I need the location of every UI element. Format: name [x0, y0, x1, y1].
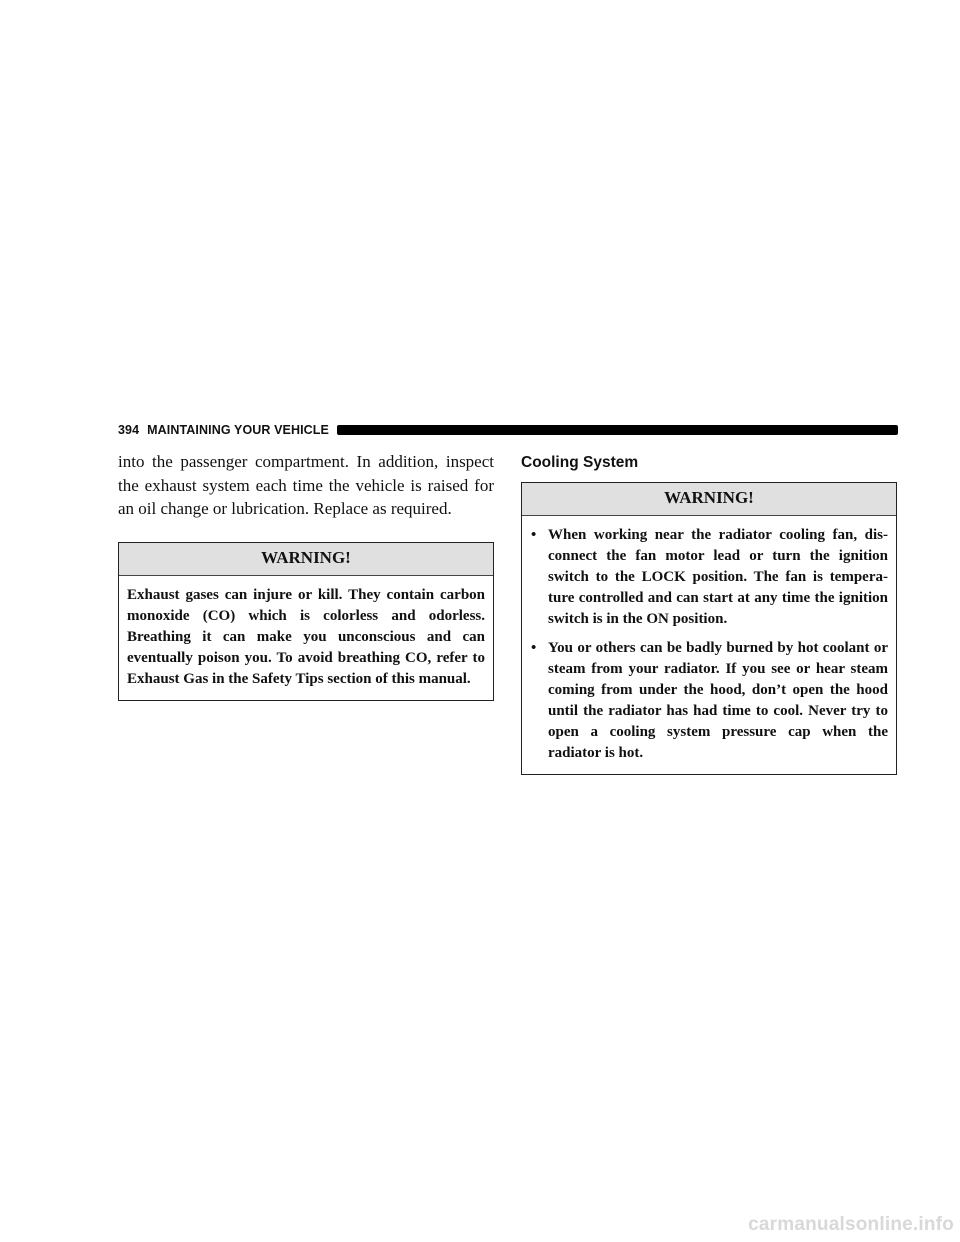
page-number: 394	[118, 423, 140, 437]
body-paragraph: into the passenger compartment. In addition, inspect the exhaust system each time the vehicle is raised for an oil change or lubrication. Replace as required.	[118, 452, 494, 518]
warning-list-item	[530, 525, 888, 630]
bullet-icon: •	[531, 527, 537, 543]
exhaust-warning-box	[118, 542, 494, 701]
warning-text: Exhaust gases can injure or kill. They contain carbon monoxide (CO) which is colorless and odorless. Breathing it can make you unconscious and can eventually poison you. To avoid breathing CO, refer to Exhaust Gas in the Safety Tips section of this manual.	[127, 586, 485, 687]
watermark: carmanualsonline.info	[748, 1214, 954, 1235]
warning-item-text: When working near the radiator cooling fan, dis-connect the fan motor lead or turn the ignition switch to the LOCK position. The fan is tempera-ture controlled and can start at any time the ignition switch is in the ON position.	[548, 527, 888, 627]
warning-list-item	[530, 638, 888, 764]
warning-title: WARNING!	[522, 483, 896, 516]
section-title: MAINTAINING YOUR VEHICLE	[147, 423, 329, 437]
warning-item-text: You or others can be badly burned by hot coolant or steam from your radiator. If you see or hear steam coming from under the hood, don’t open the hood until the radiator has had time to cool. Never try to open a cooling system pressure cap when the radiator is hot.	[548, 640, 888, 761]
right-column	[521, 450, 897, 775]
cooling-warning-box	[521, 482, 897, 775]
header-rule	[337, 425, 898, 435]
warning-title: WARNING!	[119, 543, 493, 576]
warning-list	[530, 525, 888, 764]
cooling-system-heading: Cooling System	[521, 454, 639, 471]
left-column	[118, 450, 494, 701]
page-header	[118, 420, 898, 440]
bullet-icon: •	[531, 640, 537, 656]
warning-body	[522, 516, 896, 774]
